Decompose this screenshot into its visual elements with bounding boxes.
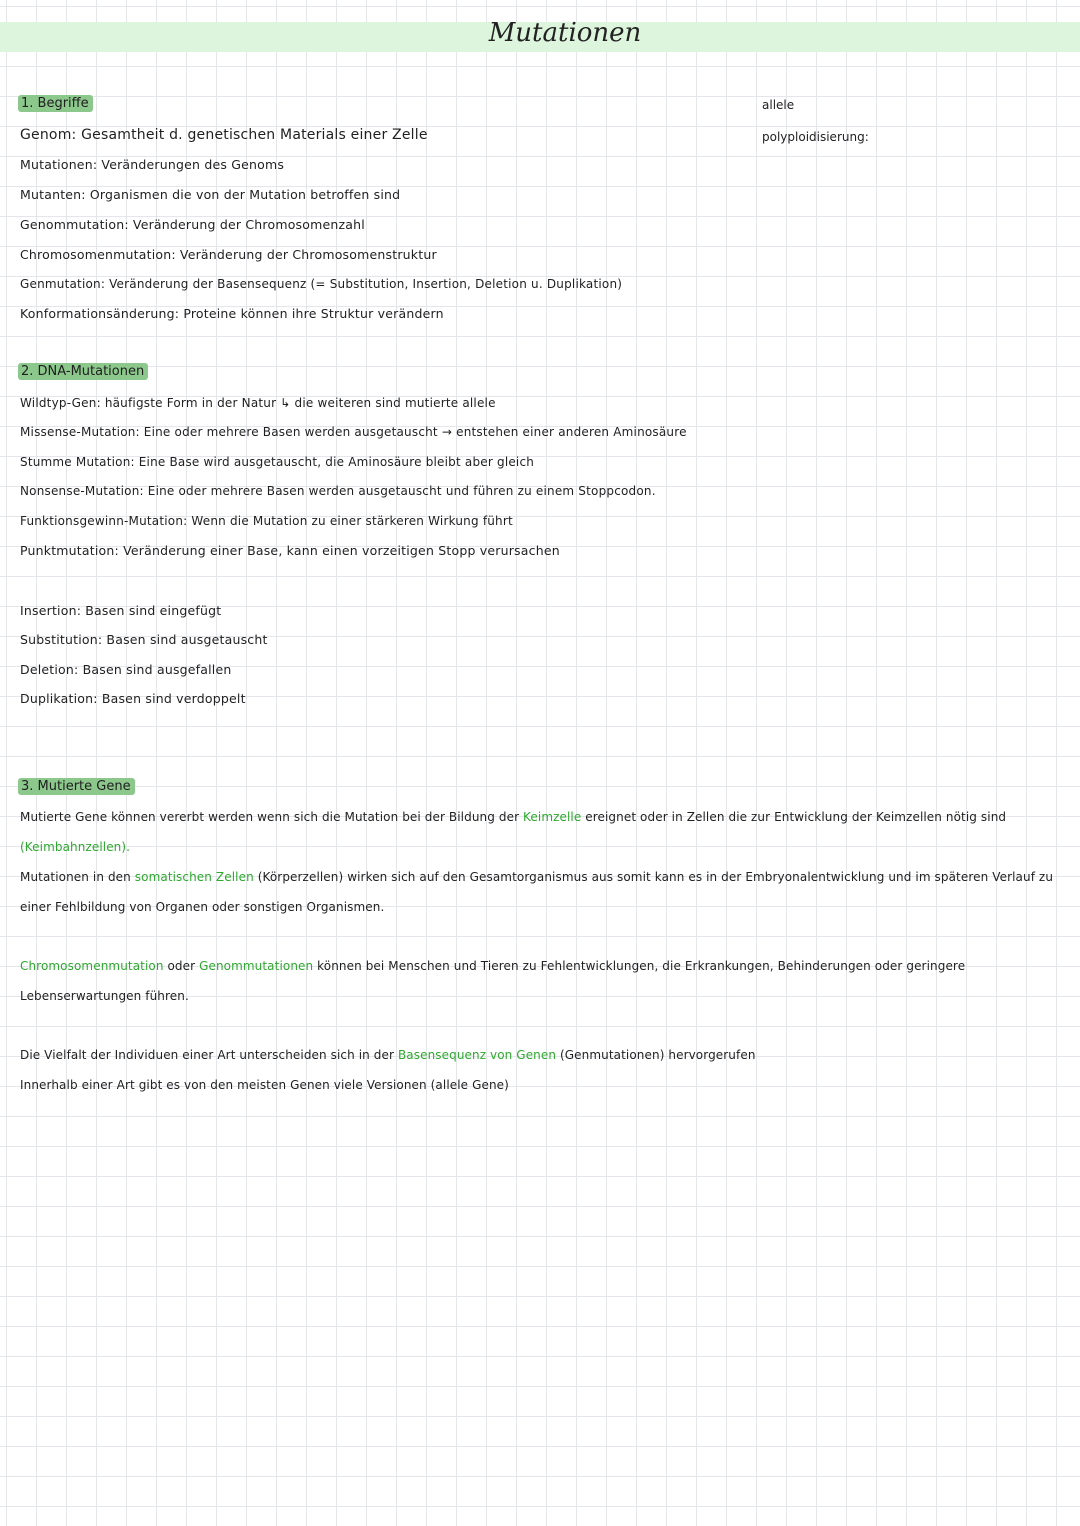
highlight-term: Basensequenz von Genen — [397, 1048, 557, 1062]
paragraph-text: Mutierte Gene können vererbt werden wenn sich die Mutation bei der Bildung der — [20, 810, 524, 824]
highlight-term: somatischen Zellen — [134, 870, 254, 884]
definition-line: Deletion: Basen sind ausgefallen — [20, 662, 232, 677]
paragraph-text: Die Vielfalt der Individuen einer Art unterscheiden sich in der — [20, 1048, 398, 1062]
paragraph-text: können bei Menschen und Tieren zu Fehlentwicklungen, die Erkrankungen, Behinderungen oder geringere Lebenserwartungen führen. — [20, 959, 966, 1003]
paragraph-allele: Innerhalb einer Art gibt es von den meisten Genen viele Versionen (allele Gene) — [20, 1078, 509, 1092]
definition-line: Stumme Mutation: Eine Base wird ausgetauscht, die Aminosäure bleibt aber gleich — [20, 455, 535, 469]
definition-line: Genmutation: Veränderung der Basensequenz (= Substitution, Insertion, Deletion u. Duplikation) — [20, 277, 623, 291]
definition-line: Mutanten: Organismen die von der Mutation betroffen sind — [20, 187, 401, 202]
paragraph-text: oder — [163, 959, 200, 973]
highlight-term: Genommutationen — [199, 959, 314, 973]
definition-line: Genom: Gesamtheit d. genetischen Materials einer Zelle — [20, 127, 428, 143]
definition-line: Punktmutation: Veränderung einer Base, kann einen vorzeitigen Stopp verursachen — [20, 543, 560, 558]
definition-line: Mutationen: Veränderungen des Genoms — [20, 157, 285, 172]
paragraph-somatische-zellen — [20, 862, 1065, 922]
definition-line: Konformationsänderung: Proteine können ihre Struktur verändern — [20, 306, 444, 321]
definition-line: Insertion: Basen sind eingefügt — [20, 603, 222, 618]
paragraph-text: Mutationen in den — [20, 870, 135, 884]
paragraph-folgen — [20, 951, 1065, 1011]
paragraph-text: ereignet oder in Zellen die zur Entwicklung der Keimzellen nötig sind — [581, 810, 1007, 824]
paragraph-vielfalt — [20, 1040, 1065, 1070]
section-heading-dna-mutationen: 2. DNA-Mutationen — [18, 363, 148, 380]
section-heading-mutierte-gene: 3. Mutierte Gene — [18, 778, 135, 795]
paragraph-text: (Genmutationen) hervorgerufen — [556, 1048, 756, 1062]
highlight-term: (Keimbahnzellen). — [20, 840, 131, 854]
paragraph-text: (Körperzellen) wirken sich auf den Gesamtorganismus aus somit kann es in der Embryonalentwicklung und im späteren Verlauf zu einer Fehlbildung von Organen oder sonstigen Organismen. — [20, 870, 1054, 914]
side-note-allele: allele — [762, 98, 795, 112]
definition-line: Wildtyp-Gen: häufigste Form in der Natur ↳ die weiteren sind mutierte allele — [20, 396, 496, 410]
definition-line: Genommutation: Veränderung der Chromosomenzahl — [20, 217, 365, 232]
definition-line: Duplikation: Basen sind verdoppelt — [20, 691, 246, 706]
definition-line: Funktionsgewinn-Mutation: Wenn die Mutation zu einer stärkeren Wirkung führt — [20, 514, 513, 528]
page-title: Mutationen — [488, 18, 642, 48]
paragraph-vererbung — [20, 802, 1065, 862]
definition-line: Nonsense-Mutation: Eine oder mehrere Basen werden ausgetauscht und führen zu einem Stoppcodon. — [20, 484, 656, 498]
definition-line: Substitution: Basen sind ausgetauscht — [20, 632, 268, 647]
highlight-term: Chromosomenmutation — [20, 959, 164, 973]
side-note-polyploidisierung: polyploidisierung: — [762, 130, 869, 144]
highlight-term: Keimzelle — [523, 810, 582, 824]
definition-line: Missense-Mutation: Eine oder mehrere Basen werden ausgetauscht → entstehen einer anderen Aminosäure — [20, 425, 687, 439]
definition-line: Chromosomenmutation: Veränderung der Chromosomenstruktur — [20, 247, 437, 262]
section-heading-begriffe: 1. Begriffe — [18, 95, 93, 112]
